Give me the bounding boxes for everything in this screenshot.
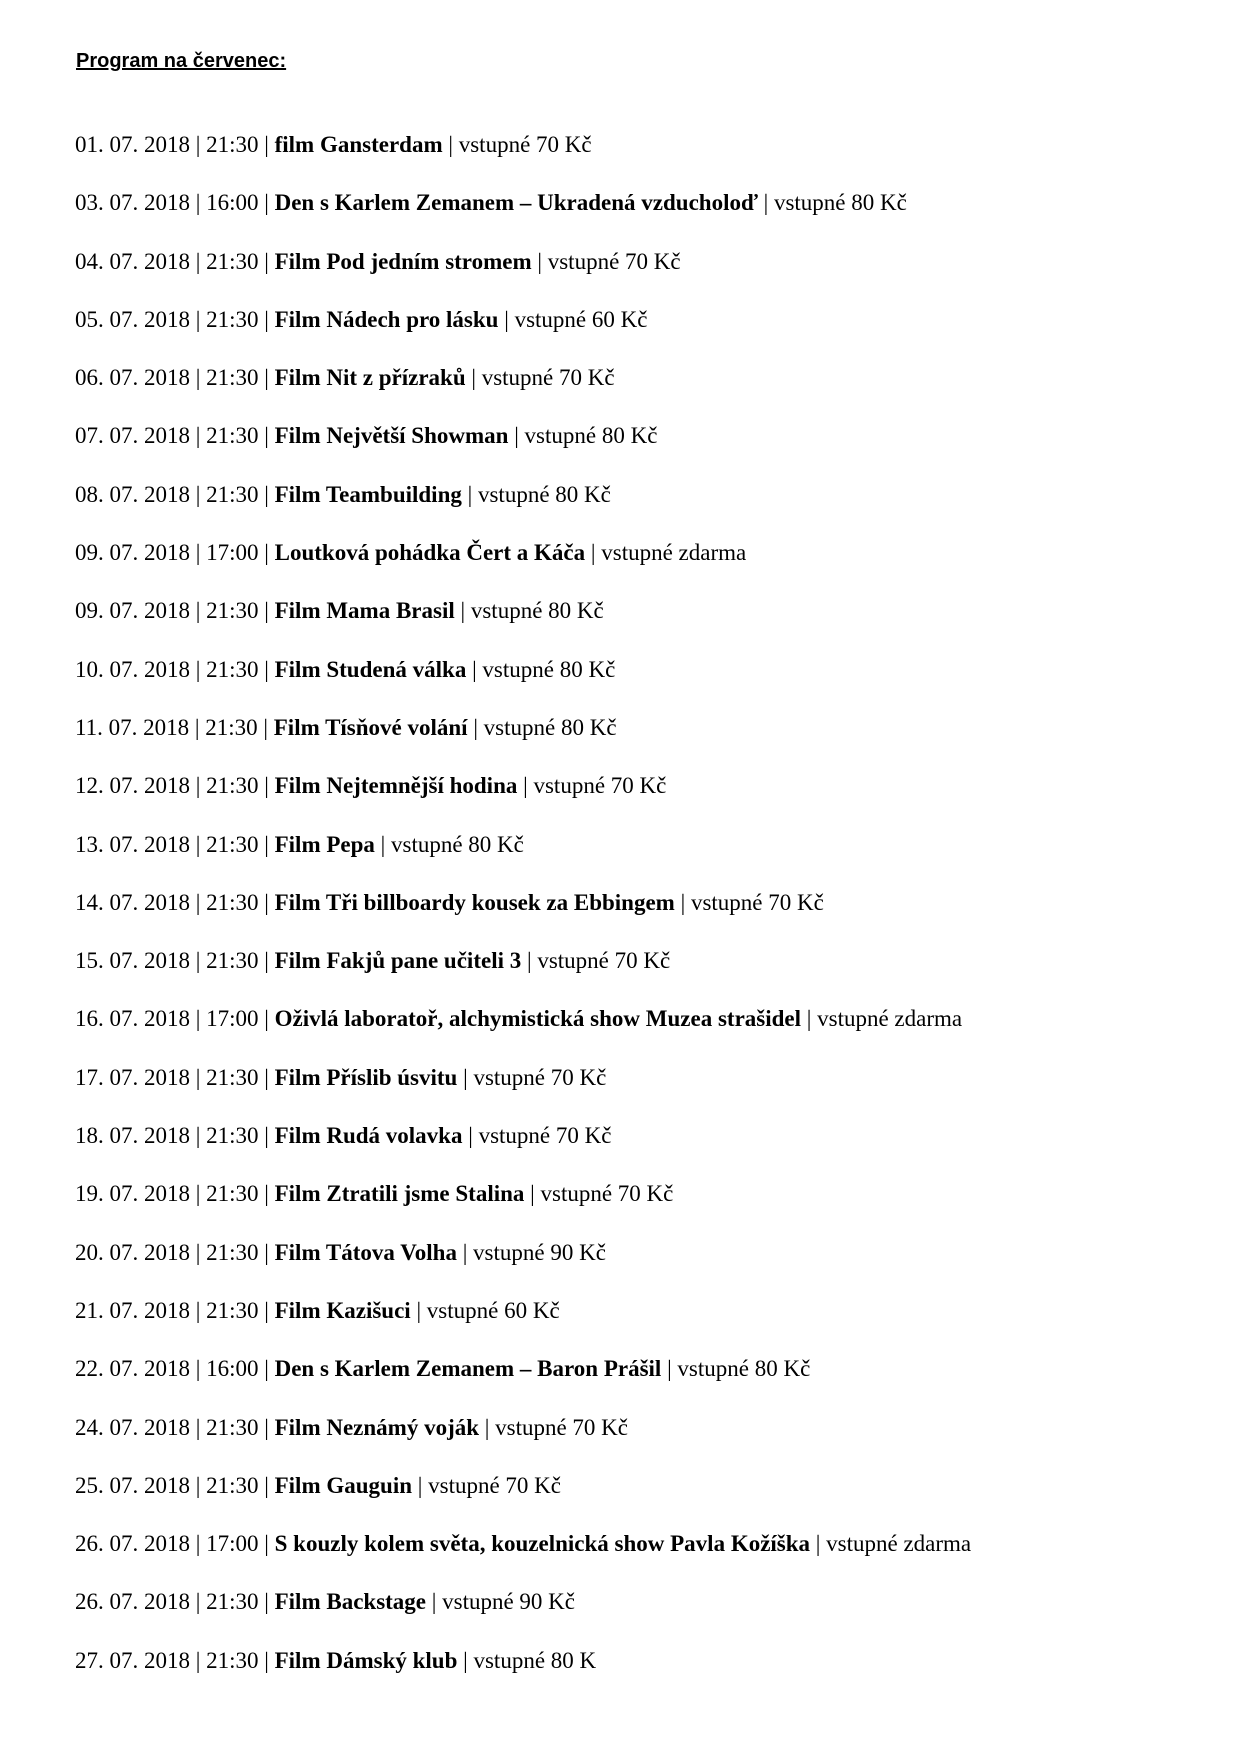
entry-title: Film Neznámý voják [274, 1414, 480, 1440]
entry-admission: | vstupné 70 Kč [457, 1064, 607, 1090]
entry-date-time: 03. 07. 2018 | 16:00 | [75, 190, 275, 216]
entry-admission: | vstupné 70 Kč [412, 1472, 561, 1498]
entry-date-time: 01. 07. 2018 | 21:30 | [75, 132, 275, 157]
program-entry [75, 1121, 971, 1179]
entry-date-time: 11. 07. 2018 | 21:30 | [75, 714, 274, 740]
entry-date-time: 12. 07. 2018 | 21:30 | [75, 773, 275, 799]
entry-title: Den s Karlem Zemanem – Baron Prášil [274, 1356, 662, 1382]
entry-date-time: 22. 07. 2018 | 16:00 | [75, 1356, 275, 1382]
program-entry [75, 1413, 971, 1471]
entry-title: Film Tátova Volha [274, 1239, 457, 1265]
entry-date-time: 07. 07. 2018 | 21:30 | [75, 423, 275, 449]
entry-admission: | vstupné 80 Kč [461, 481, 611, 507]
program-entry [75, 713, 971, 771]
entry-title: Film Kazišuci [274, 1297, 411, 1323]
program-entry [75, 188, 971, 246]
program-entry [75, 421, 971, 479]
entry-title: Film Největší Showman [274, 423, 509, 449]
entry-title: Den s Karlem Zemanem – Ukradená vzducholoď [274, 190, 758, 216]
entry-title: Film Rudá volavka [274, 1123, 463, 1149]
entry-title: Film Ztratili jsme Stalina [274, 1181, 525, 1207]
entry-admission: | vstupné 90 Kč [456, 1239, 606, 1265]
entry-admission: | vstupné 80 Kč [508, 423, 658, 449]
program-entry [75, 305, 971, 363]
entry-title: Film Gauguin [274, 1472, 413, 1498]
entry-title: Film Nádech pro lásku [274, 306, 499, 332]
program-entry [75, 1646, 971, 1704]
entry-admission: | vstupné 80 Kč [466, 656, 616, 682]
entry-title: Oživlá laboratoř, alchymistická show Muzea strašidel [274, 1006, 802, 1032]
entry-date-time: 27. 07. 2018 | 21:30 | [75, 1647, 275, 1673]
entry-title: S kouzly kolem světa, kouzelnická show Pavla Kožíška [274, 1531, 811, 1557]
program-entry [75, 363, 971, 421]
entry-date-time: 26. 07. 2018 | 17:00 | [75, 1531, 275, 1557]
entry-date-time: 09. 07. 2018 | 17:00 | [75, 540, 275, 566]
entry-admission: | vstupné 80 Kč [757, 190, 907, 216]
program-entry [75, 130, 971, 188]
entry-admission: | vstupné 70 Kč [462, 1123, 612, 1149]
entry-date-time: 06. 07. 2018 | 21:30 | [75, 365, 275, 391]
entry-date-time: 21. 07. 2018 | 21:30 | [75, 1297, 275, 1323]
program-entry [75, 1179, 971, 1237]
entry-date-time: 09. 07. 2018 | 21:30 | [75, 598, 275, 624]
program-entry [75, 1063, 971, 1121]
entry-title: Film Mama Brasil [274, 598, 455, 624]
entry-date-time: 08. 07. 2018 | 21:30 | [75, 481, 275, 507]
program-entry [75, 771, 971, 829]
entry-date-time: 25. 07. 2018 | 21:30 | [75, 1472, 275, 1498]
program-entry [75, 1587, 971, 1645]
entry-admission: | vstupné 70 Kč [479, 1414, 629, 1440]
entry-date-time: 13. 07. 2018 | 21:30 | [75, 831, 275, 857]
entry-title: Film Studená válka [274, 656, 467, 682]
entry-date-time: 20. 07. 2018 | 21:30 | [75, 1239, 275, 1265]
page-title: Program na červenec: [76, 50, 287, 72]
entry-date-time: 26. 07. 2018 | 21:30 | [75, 1589, 275, 1615]
entry-admission: | vstupné 80 K [457, 1647, 597, 1673]
program-entry [75, 946, 971, 1004]
entry-date-time: 15. 07. 2018 | 21:30 | [75, 948, 275, 974]
entry-admission: | vstupné 80 Kč [374, 831, 524, 857]
entry-title: Film Dámský klub [274, 1647, 458, 1673]
entry-title: Film Tři billboardy kousek za Ebbingem [274, 889, 675, 915]
entry-title: film Gansterdam [274, 132, 443, 157]
entry-admission: | vstupné 70 Kč [674, 889, 824, 915]
entry-title: Film Nit z přízraků [274, 365, 466, 391]
entry-admission: | vstupné 60 Kč [410, 1297, 560, 1323]
entry-admission: | vstupné 60 Kč [498, 306, 648, 332]
entry-admission: | vstupné zdarma [810, 1531, 972, 1557]
entry-title: Film Teambuilding [274, 481, 462, 507]
entry-title: Film Backstage [274, 1589, 427, 1615]
program-entry [75, 888, 971, 946]
entry-title: Film Pod jedním stromem [274, 248, 532, 274]
program-entry [75, 596, 971, 654]
program-entry [75, 1296, 971, 1354]
program-entry [75, 247, 971, 305]
entry-admission: | vstupné 80 Kč [661, 1356, 811, 1382]
program-entry [75, 655, 971, 713]
entry-date-time: 05. 07. 2018 | 21:30 | [75, 306, 275, 332]
entry-admission: | vstupné zdarma [801, 1006, 963, 1032]
entry-title: Film Pepa [274, 831, 375, 857]
entry-date-time: 24. 07. 2018 | 21:30 | [75, 1414, 275, 1440]
entry-admission: | vstupné 80 Kč [467, 714, 617, 740]
entry-admission: | vstupné 90 Kč [426, 1589, 575, 1615]
program-entry [75, 480, 971, 538]
entry-admission: | vstupné 80 Kč [454, 598, 604, 624]
program-entry [75, 1004, 971, 1062]
program-list [75, 130, 971, 1704]
entry-title: Loutková pohádka Čert a Káča [274, 540, 586, 566]
entry-title: Film Nejtemnější hodina [274, 773, 518, 799]
entry-admission: | vstupné 70 Kč [517, 773, 667, 799]
entry-date-time: 14. 07. 2018 | 21:30 | [75, 889, 275, 915]
entry-admission: | vstupné 70 Kč [524, 1181, 674, 1207]
entry-date-time: 17. 07. 2018 | 21:30 | [75, 1064, 275, 1090]
entry-title: Film Tísňové volání [273, 714, 468, 740]
entry-admission: | vstupné zdarma [585, 540, 747, 566]
entry-date-time: 10. 07. 2018 | 21:30 | [75, 656, 275, 682]
entry-admission: | vstupné 70 Kč [442, 132, 592, 157]
entry-admission: | vstupné 70 Kč [531, 248, 681, 274]
entry-admission: | vstupné 70 Kč [465, 365, 615, 391]
entry-title: Film Příslib úsvitu [274, 1064, 458, 1090]
program-entry [75, 538, 971, 596]
entry-date-time: 19. 07. 2018 | 21:30 | [75, 1181, 275, 1207]
entry-admission: | vstupné 70 Kč [521, 948, 671, 974]
entry-date-time: 04. 07. 2018 | 21:30 | [75, 248, 275, 274]
program-entry [75, 1529, 971, 1587]
program-entry [75, 1238, 971, 1296]
entry-title: Film Fakjů pane učiteli 3 [274, 948, 522, 974]
program-entry [75, 1354, 971, 1412]
program-entry [75, 830, 971, 888]
program-entry [75, 1471, 971, 1529]
entry-date-time: 18. 07. 2018 | 21:30 | [75, 1123, 275, 1149]
entry-date-time: 16. 07. 2018 | 17:00 | [75, 1006, 275, 1032]
